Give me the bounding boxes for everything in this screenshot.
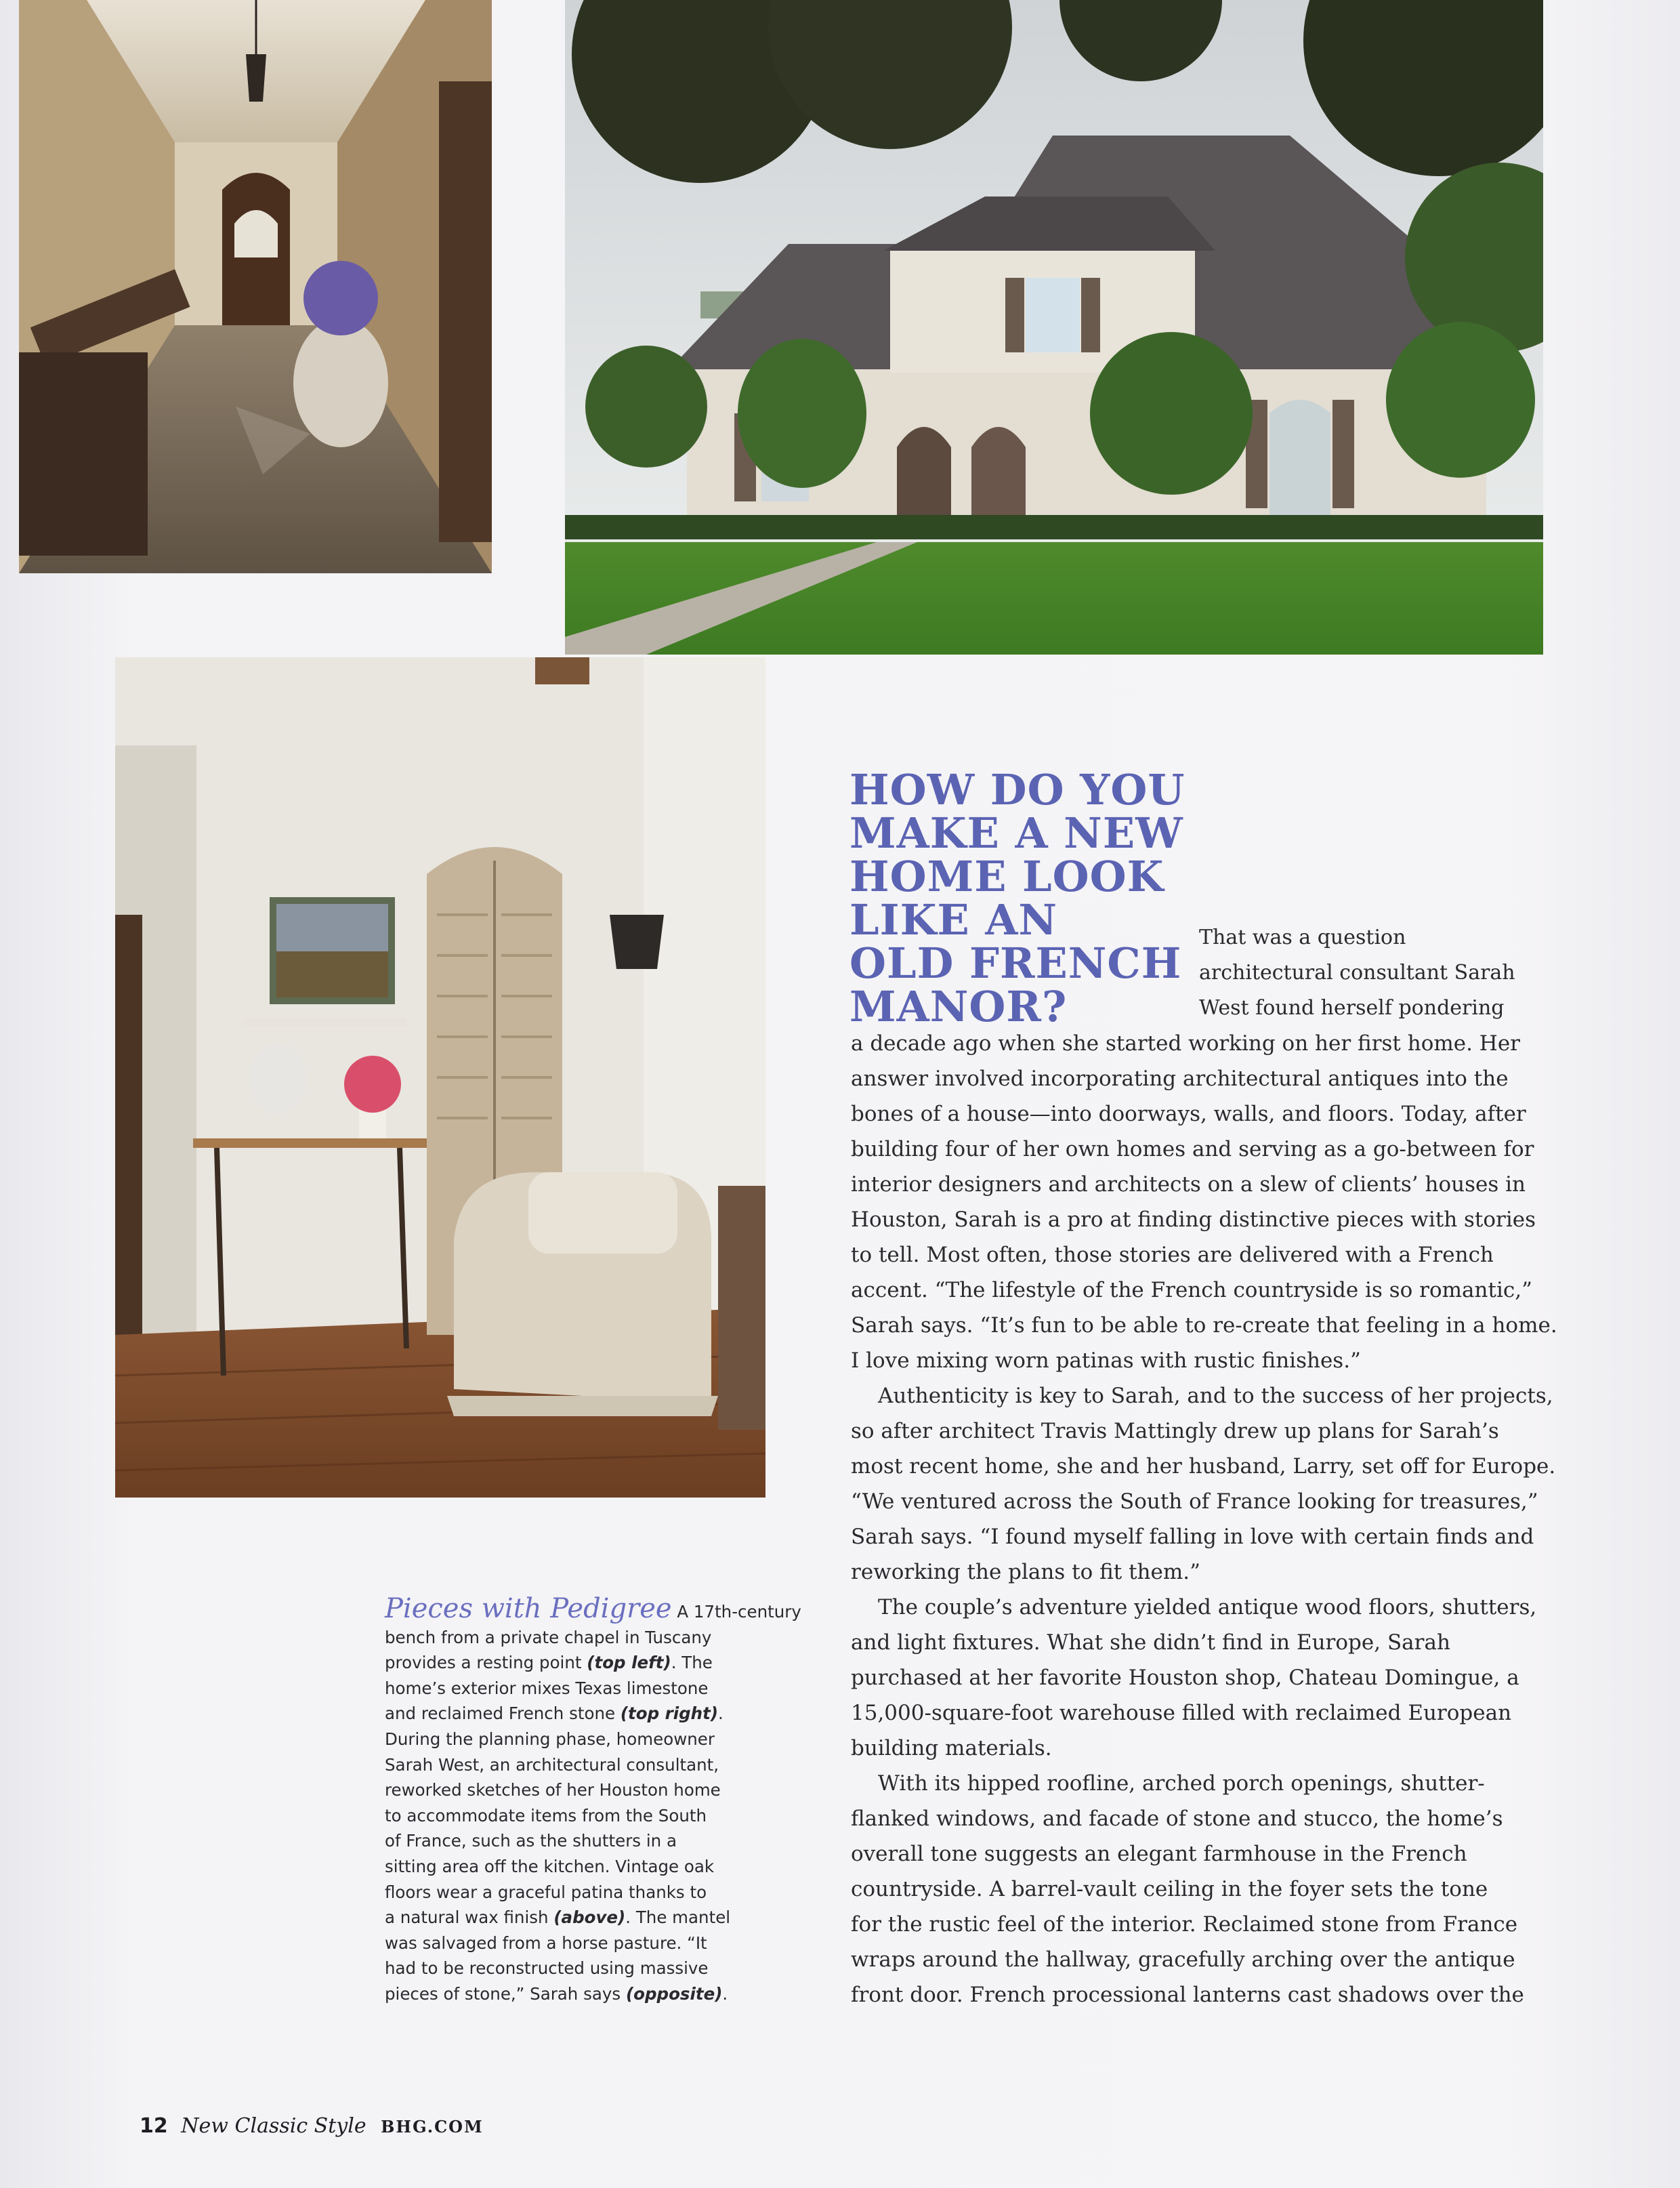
caption-text: pieces of stone,” Sarah says [385, 1983, 621, 2004]
body-line: Authenticity is key to Sarah, and to the success of her projects, [878, 1384, 1553, 1408]
caption-line: bench from a private chapel in Tuscany [385, 1627, 712, 1647]
page-number: 12 [140, 2114, 168, 2138]
caption-line: sitting area off the kitchen. Vintage oak [385, 1856, 715, 1876]
caption-text: A 17th-century [677, 1602, 801, 1622]
headline-line: MAKE A NEW [849, 808, 1183, 858]
body-line: building four of her own homes and serving as a go-between for [851, 1137, 1534, 1161]
caption-line: floors wear a graceful patina thanks to [385, 1882, 707, 1902]
website-name: BHG.COM [381, 2117, 484, 2137]
body-line: a decade ago when she started working on her first home. Her [851, 1031, 1521, 1056]
caption-line [385, 1593, 801, 1625]
intro-line: West found herself pondering [1199, 996, 1505, 1020]
headline-line: HOW DO YOU [849, 765, 1185, 814]
caption-line: During the planning phase, homeowner [385, 1729, 715, 1749]
caption-ref: (top right) [620, 1704, 719, 1724]
caption-text: provides a resting point [385, 1653, 582, 1673]
article-headline [849, 765, 1202, 1031]
body-line: answer involved incorporating architectural antiques into the [851, 1067, 1509, 1091]
body-line: 15,000-square-foot warehouse filled with reclaimed European [851, 1701, 1512, 1725]
caption-line [385, 1701, 764, 1727]
caption-lead: Pieces with Pedigree [385, 1593, 672, 1624]
caption-ref: (above) [553, 1907, 626, 1928]
body-line: and light fixtures. What she didn’t find in Europe, Sarah [851, 1630, 1450, 1655]
caption-text: . The [671, 1653, 713, 1673]
caption-text: . [722, 1983, 728, 2004]
body-line: Houston, Sarah is a pro at finding distinctive pieces with stories [851, 1207, 1536, 1232]
hallway-photo [19, 0, 492, 573]
house-exterior-photo [565, 0, 1543, 655]
body-line: The couple’s adventure yielded antique wood floors, shutters, [878, 1595, 1537, 1619]
body-line: to tell. Most often, those stories are delivered with a French [851, 1243, 1494, 1267]
intro-paragraph [1199, 920, 1551, 1026]
caption-line [385, 1981, 764, 2007]
caption-line: reworked sketches of her Houston home [385, 1780, 721, 1800]
caption-line: Sarah West, an architectural consultant, [385, 1754, 719, 1775]
body-line: accent. “The lifestyle of the French countryside is so romantic,” [851, 1278, 1532, 1302]
caption-text: and reclaimed French stone [385, 1704, 616, 1724]
caption-line [385, 1650, 764, 1676]
caption-line: home’s exterior mixes Texas limestone [385, 1678, 709, 1698]
body-line: overall tone suggests an elegant farmhouse in the French [851, 1842, 1467, 1866]
caption-text: . [718, 1704, 723, 1724]
body-line: most recent home, she and her husband, Larry, set off for Europe. [851, 1454, 1556, 1479]
body-line: “We ventured across the South of France looking for treasures,” [851, 1489, 1538, 1514]
body-line: Sarah says. “It’s fun to be able to re-create that feeling in a home. [851, 1313, 1557, 1338]
body-line: countryside. A barrel-vault ceiling in the foyer sets the tone [851, 1877, 1488, 1901]
page-folio [140, 2114, 484, 2138]
article-body [851, 1026, 1557, 2012]
caption-ref: (opposite) [625, 1983, 723, 2004]
body-line: Sarah says. “I found myself falling in love with certain finds and [851, 1525, 1534, 1549]
headline-line: OLD FRENCH [849, 938, 1182, 988]
caption-line: of France, such as the shutters in a [385, 1831, 677, 1851]
caption-text: a natural wax finish [385, 1907, 549, 1928]
body-line: purchased at her favorite Houston shop, Chateau Domingue, a [851, 1666, 1519, 1690]
headline-line: LIKE AN [849, 895, 1058, 945]
intro-line: That was a question [1199, 926, 1406, 949]
magazine-name: New Classic Style [181, 2114, 366, 2138]
sitting-area-photo [115, 657, 765, 1498]
body-line: wraps around the hallway, gracefully arching over the antique [851, 1947, 1515, 1972]
body-line: interior designers and architects on a slew of clients’ houses in [851, 1172, 1526, 1197]
body-line: flanked windows, and facade of stone and stucco, the home’s [851, 1807, 1503, 1831]
body-line: With its hipped roofline, arched porch openings, shutter- [878, 1771, 1485, 1796]
caption-line: had to be reconstructed using massive [385, 1958, 709, 1979]
caption-line: to accommodate items from the South [385, 1805, 707, 1825]
body-line: for the rustic feel of the interior. Reclaimed stone from France [851, 1912, 1518, 1937]
caption-line [385, 1905, 764, 1931]
caption-ref: (top left) [587, 1653, 671, 1673]
body-line: building materials. [851, 1736, 1052, 1760]
caption-text: . The mantel [625, 1907, 731, 1928]
body-line: bones of a house—into doorways, walls, and floors. Today, after [851, 1102, 1526, 1126]
body-line: I love mixing worn patinas with rustic finishes.” [851, 1348, 1361, 1373]
caption-line: was salvaged from a horse pasture. “It [385, 1933, 707, 1953]
photo-caption [385, 1593, 801, 2007]
intro-line: architectural consultant Sarah [1199, 961, 1515, 985]
body-line: front door. French processional lanterns cast shadows over the [851, 1983, 1524, 2007]
body-line: reworking the plans to fit them.” [851, 1560, 1200, 1584]
headline-line: HOME LOOK [849, 852, 1164, 901]
headline-line: MANOR? [849, 982, 1068, 1031]
body-line: so after architect Travis Mattingly drew up plans for Sarah’s [851, 1419, 1499, 1443]
